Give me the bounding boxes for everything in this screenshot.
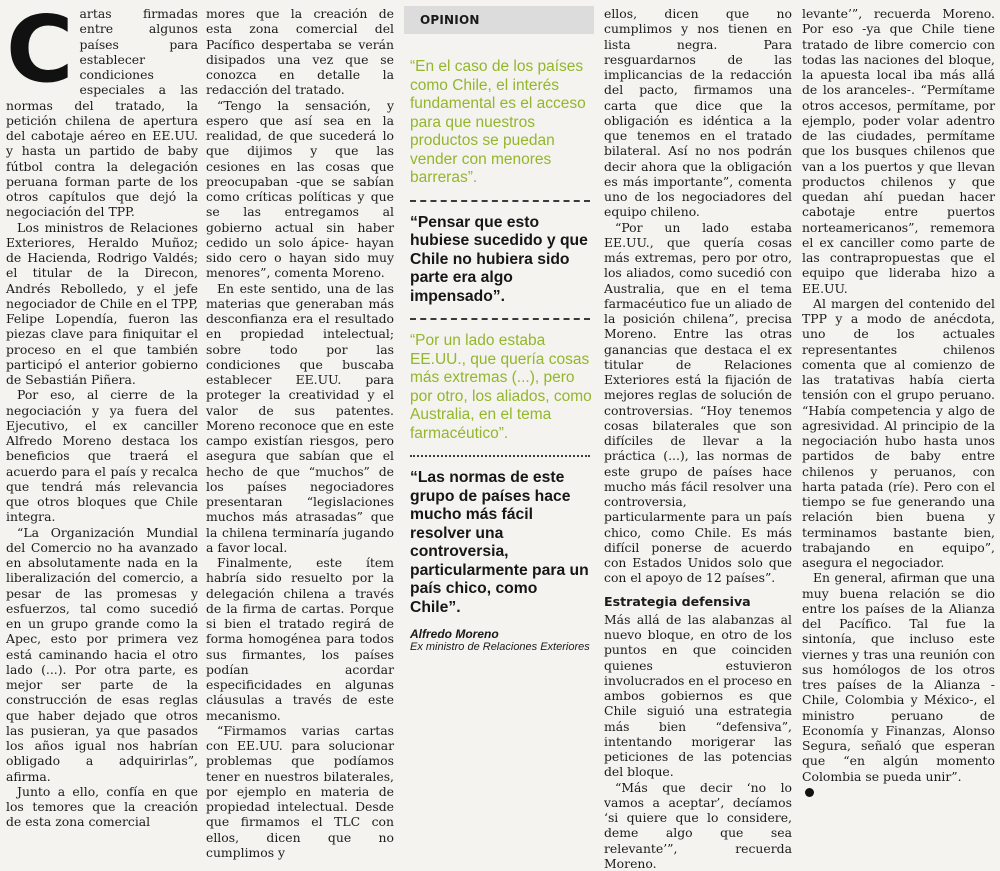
drop-cap: C	[6, 12, 74, 88]
pull-quote-2: “Pensar que esto hubiese sucedido y que Chile no hubiera sido parte era algo impensado”.	[404, 214, 594, 307]
quote-author-role: Ex ministro de Relaciones Exteriores	[404, 641, 594, 653]
pull-quote-3: “Por un lado estaba EE.UU., que quería cosas más extremas (...), pero por otro, los aliados, como Australia, en el tema farmacéutico”.	[404, 332, 594, 443]
section-heading: Estrategia defensiva	[604, 594, 792, 609]
pull-quote-1: “En el caso de los países como Chile, el interés fundamental es el acceso para que nuestros productos se puedan vender con menores barreras”.	[404, 58, 594, 188]
pull-quote-4: “Las normas de este grupo de países hace mucho más fácil resolver una controversia, particularmente para un país chico, como Chile”.	[404, 469, 594, 617]
divider	[410, 455, 590, 457]
article-column-1	[6, 6, 198, 634]
article-column-5	[802, 6, 995, 634]
paragraph: artas firmadas entre algunos países para establecer condiciones especiales a las normas del tratado, la petición chilena de apertura del cabotaje aéreo en EE.UU. y hasta un partido de baby fútbol contra la delegación peruana forman parte de los otros capítulos que dejó la negociación del TPP.	[6, 6, 198, 220]
paragraph: Junto a ello, confía en que los temores que la creación de esta zona comercial	[6, 784, 198, 830]
opinion-sidebar	[404, 6, 594, 634]
quote-author: Alfredo Moreno	[404, 627, 594, 641]
paragraph: “Más que decir ‘no lo vamos a aceptar’, decíamos ‘si quiere que lo considere, deme algo que sea relevante’”, recuerda Moreno.	[604, 780, 792, 871]
paragraph: “Firmamos varias cartas con EE.UU. para solucionar problemas que podíamos tener en nuestros bilaterales, por ejemplo en materia de propiedad intelectual. Desde que firmamos el TLC con ellos, dicen que no cumplimos y	[206, 723, 394, 860]
divider	[410, 200, 590, 202]
end-mark-icon	[805, 788, 814, 797]
paragraph: ellos, dicen que no cumplimos y nos tienen en lista negra. Para resguardarnos de las implicancias de la redacción del pacto, firmamos una carta que dice que la obligación es idéntica a la que tenemos en el tratado bilateral. Así no nos podrán decir ahora que la obligación es más importante”, comenta uno de los negociadores del equipo chileno.	[604, 6, 792, 220]
paragraph: Más allá de las alabanzas al nuevo bloque, en otro de los puntos en que coinciden quienes estuvieron involucrados en el proceso en ambos gobiernos es que Chile siguió una estrategia más bien “defensiva”, intentando morigerar las peticiones de las potencias del bloque.	[604, 612, 792, 780]
paragraph: Por eso, al cierre de la negociación y ya fuera del Ejecutivo, el ex canciller Alfredo Moreno destaca los beneficios que traerá el acuerdo para el país y recalca que tendrá más relevancia que otros bloques que Chile integra.	[6, 387, 198, 524]
paragraph: levante’”, recuerda Moreno. Por eso -ya que Chile tiene tratado de libre comercio con todas las naciones del bloque, la apuesta local iba más allá de los aranceles-. “Permítame otros accesos, permítame, por ejemplo, poder volar adentro de las ciudades, permítame que los busques chilenos que van a los puertos y que llevan productos chilenos y que quedan ahí puedan hacer cabotaje entre puertos norteamericanos”, rememora el ex canciller como parte de las contrapropuestas que el equipo que lideraba hizo a EE.UU.	[802, 6, 995, 296]
paragraph: Los ministros de Relaciones Exteriores, Heraldo Muñoz; de Hacienda, Rodrigo Valdés; el titular de la Direcon, Andrés Rebolledo, y el jefe negociador de Chile en el TPP, Felipe Lopendía, fueron las piezas clave para finiquitar el proceso en el que también participó el anterior gobierno de Sebastián Piñera.	[6, 220, 198, 388]
paragraph: Finalmente, este ítem habría sido resuelto por la delegación chilena a través de la firma de cartas. Porque si bien el tratado regirá de forma homogénea para todos sus firmantes, los países podían acordar especificidades en algunas cláusulas a través de este mecanismo.	[206, 555, 394, 723]
opinion-label: OPINION	[404, 6, 594, 34]
paragraph: En general, afirman que una muy buena relación se dio entre los países de la Alianza del Pacífico. Tal fue la sintonía, que incluso este viernes y tras una reunión con sus homólogos de los otros tres países de la Alianza -Chile, Colombia y México-, el ministro peruano de Economía y Finanzas, Alonso Segura, señaló que esperan que “en algún momento Colombia se pueda unir”.	[802, 570, 995, 784]
paragraph: “La Organización Mundial del Comercio no ha avanzado en absolutamente nada en la liberalización del comercio, a pesar de las promesas y esfuerzos, tal como sucedió en un grupo grande como la Apec, esto por primera vez está caminando hacia el otro lado (...). Por otra parte, es mejor ser parte de la construcción de esas reglas que haber dejado que otros las pusieran, ya que pasados los años igual nos habrían obligado a adquirirlas”, afirma.	[6, 525, 198, 784]
article-column-4	[604, 6, 792, 634]
article-column-2	[206, 6, 394, 634]
paragraph: En este sentido, una de las materias que generaban más desconfianza era el resultado en propiedad intelectual; sobre todo por las condiciones que buscaba establecer EE.UU. para proteger la creatividad y el valor de sus patentes. Moreno reconoce que en este campo existían riesgos, pero asegura que sabían que el hecho de que “muchos” de los países negociadores presentaran “legislaciones muchos más atrasadas” que la chilena terminaría jugando a favor local.	[206, 281, 394, 556]
paragraph: Al margen del contenido del TPP y a modo de anécdota, uno de los actuales representantes chilenos comenta que al comienzo de las tratativas había cierta tensión con el grupo peruano. “Había competencia y algo de agresividad. Al principio de la negociación hubo hasta unos partidos de baby entre chilenos y peruanos, con harta patada (ríe). Pero con el tiempo se fue generando una relación bien buena y terminamos bastante bien, trabajando en equipo”, asegura el negociador.	[802, 296, 995, 571]
paragraph: “Por un lado estaba EE.UU., que quería cosas más extremas, pero por otro, los aliados, como sucedió con Australia, que en el tema farmacéutico fue un aliado de la posición chilena”, precisa Moreno. Entre las otras ganancias que destaca el ex titular de Relaciones Exteriores está la fijación de mejores reglas de solución de controversias. “Hoy tenemos cosas bilaterales que son difíciles de llevar a la práctica (...), las normas de este grupo de países hace mucho más fácil resolver una controversia, particularmente para un país chico, como Chile. Es más difícil ponerse de acuerdo con Estados Unidos solo que con el apoyo de 12 países”.	[604, 220, 792, 586]
paragraph: mores que la creación de esta zona comercial del Pacífico despertaba se verán disipados una vez que se conozca en detalle la redacción del tratado.	[206, 6, 394, 98]
paragraph: “Tengo la sensación, y espero que así sea en la realidad, de que sucederá lo que dijimos y que las cesiones en las cosas que preocupaban -que se sabían como críticas políticas y que se las entregamos al gobierno actual sin haber cedido un solo ápice- hayan sido cero o hayan sido muy menores”, comenta Moreno.	[206, 98, 394, 281]
divider	[410, 318, 590, 320]
